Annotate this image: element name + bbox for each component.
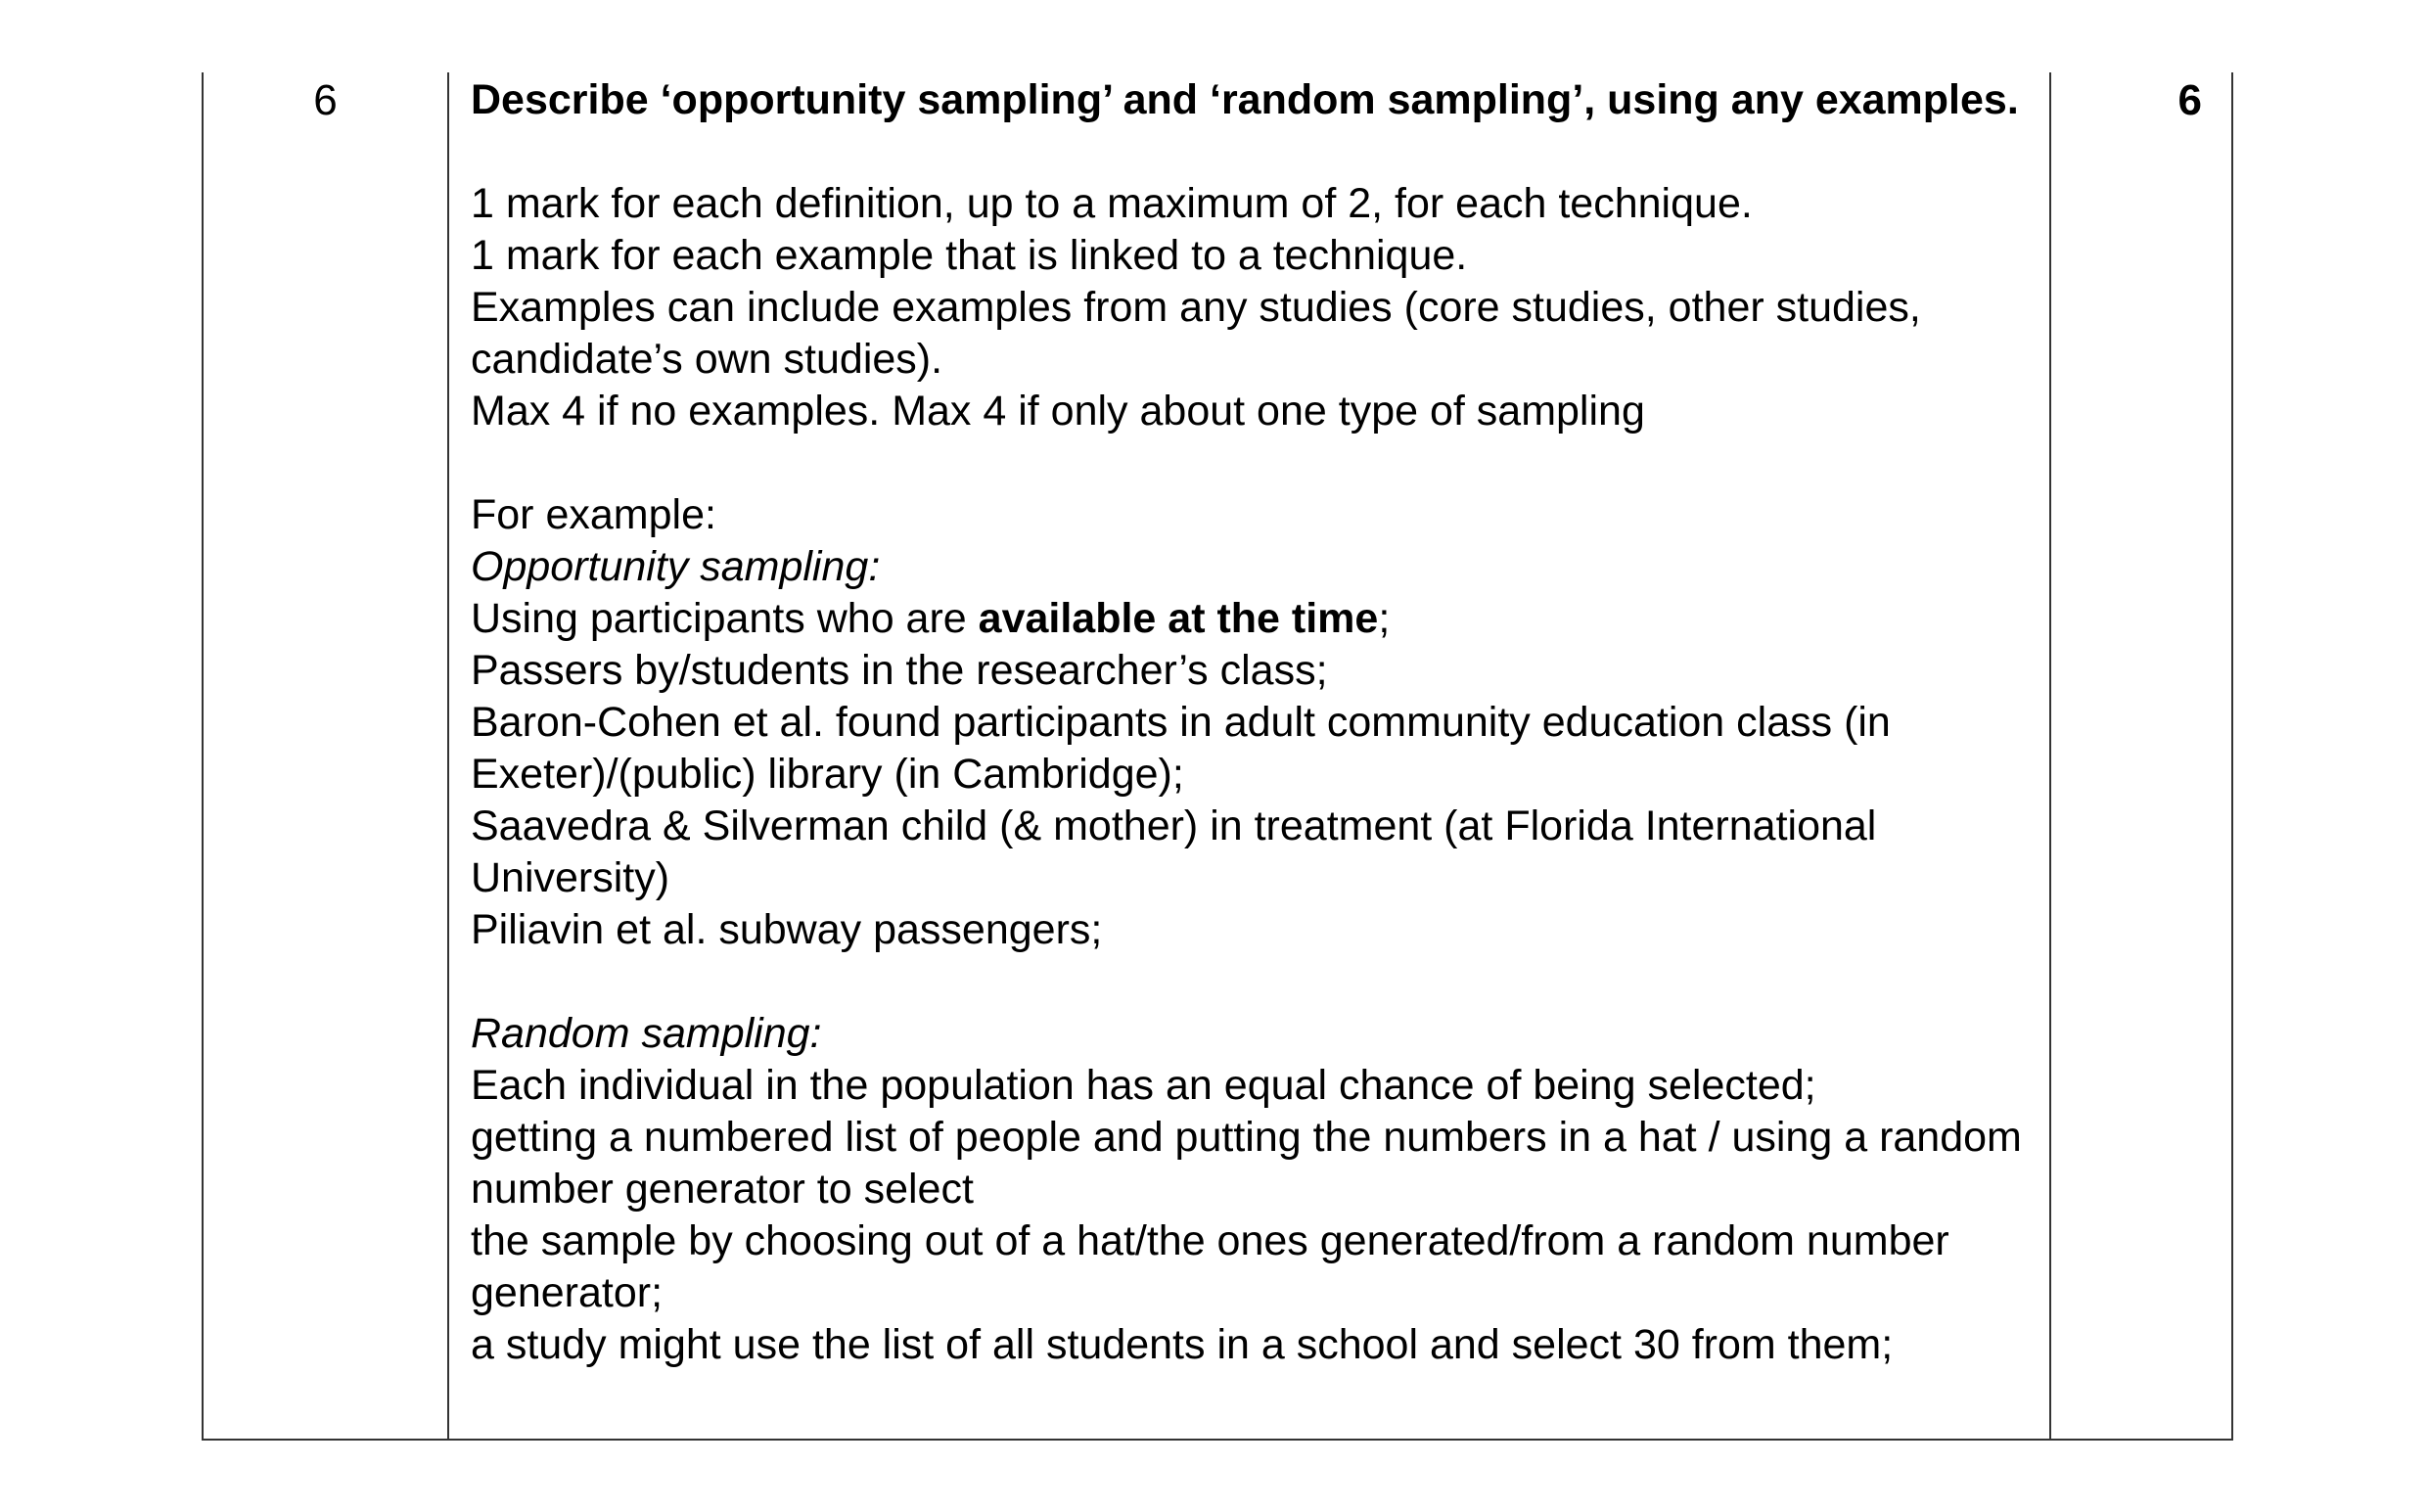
mark-scheme-table — [202, 72, 2233, 1441]
column-divider-right — [2049, 72, 2051, 1439]
opportunity-example: Baron-Cohen et al. found participants in adult community education class (in Exeter)/(public) library (in Cambridge); — [471, 699, 1891, 798]
opportunity-example: Saavedra & Silverman child (& mother) in treatment (at Florida International University) — [471, 802, 1877, 901]
opportunity-example: Passers by/students in the researcher’s class; — [471, 647, 1328, 694]
opportunity-definition-prefix: Using participants who are — [471, 595, 979, 642]
question-text: Describe ‘opportunity sampling’ and ‘random sampling’, using any examples. — [471, 76, 2019, 123]
random-item: a study might use the list of all students in a school and select 30 from them; — [471, 1321, 1894, 1368]
random-sampling-heading: Random sampling: — [471, 1010, 822, 1057]
column-divider-left — [447, 72, 449, 1439]
guidance-line: 1 mark for each example that is linked to a technique. — [471, 232, 1468, 279]
guidance-line: Max 4 if no examples. Max 4 if only about one type of sampling — [471, 388, 1645, 435]
opportunity-definition — [471, 593, 2037, 645]
random-item: getting a numbered list of people and putting the numbers in a hat / using a random number generator to select — [471, 1114, 2022, 1213]
marks-value: 6 — [2177, 76, 2202, 124]
random-item: Each individual in the population has an equal chance of being selected; — [471, 1062, 1816, 1109]
random-item: the sample by choosing out of a hat/the ones generated/from a random number generator; — [471, 1217, 1949, 1316]
opportunity-definition-bold: available at the time — [978, 595, 1379, 642]
guidance-line: 1 mark for each definition, up to a maximum of 2, for each technique. — [471, 180, 1753, 227]
question-number: 6 — [313, 76, 338, 124]
for-example-label: For example: — [471, 491, 716, 538]
guidance-line: Examples can include examples from any studies (core studies, other studies, candidate’s own studies). — [471, 284, 1921, 383]
opportunity-sampling-heading: Opportunity sampling: — [471, 543, 881, 590]
opportunity-example: Piliavin et al. subway passengers; — [471, 906, 1103, 953]
answer-guidance — [471, 72, 2037, 1371]
opportunity-definition-suffix: ; — [1378, 595, 1391, 642]
